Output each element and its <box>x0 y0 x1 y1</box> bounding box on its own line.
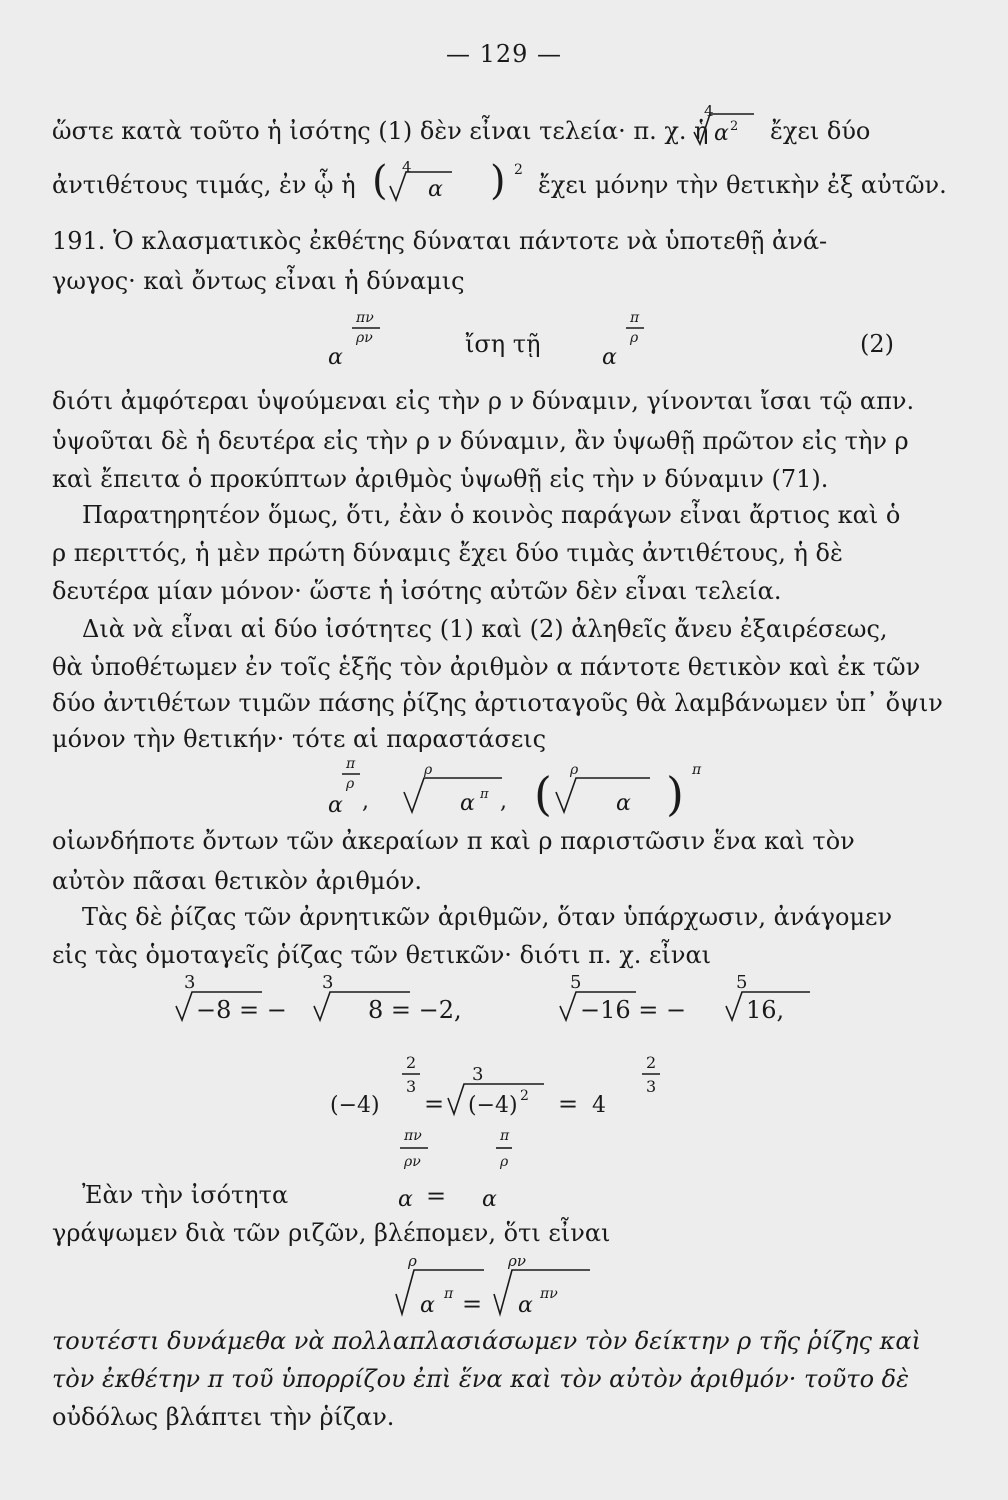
svg-text:=: = <box>426 1182 447 1210</box>
text-line: Διὰ νὰ εἶναι αἱ δύο ἰσότητες (1) καὶ (2) ἀληθεῖς ἄνευ ἐξαιρέσεως, <box>82 615 888 643</box>
svg-text:π: π <box>444 1286 454 1302</box>
svg-text:π: π <box>692 762 702 778</box>
svg-text:=: = <box>424 1090 445 1118</box>
text-line: οἱωνδήποτε ὄντων τῶν ἀκεραίων π καὶ ρ παριστῶσιν ἕνα καὶ τὸν <box>52 827 855 855</box>
svg-text:2: 2 <box>646 1053 657 1072</box>
text-line: καὶ ἔπειτα ὁ προκύπτων ἀριθμὸς ὑψωθῇ εἰς τὴν ν δύναμιν (71). <box>52 465 829 493</box>
svg-text:α: α <box>398 1187 413 1212</box>
svg-text:=: = <box>462 1290 483 1318</box>
svg-text:ρ: ρ <box>408 1252 417 1270</box>
svg-text:ρν: ρν <box>404 1154 421 1170</box>
equation-number: (2) <box>860 330 894 358</box>
svg-text:πν: πν <box>404 1128 422 1144</box>
svg-text:4: 4 <box>402 158 412 176</box>
text-line: διότι ἀμφότεραι ὑψούμεναι εἰς τὴν ρ ν δύναμιν, γίνονται ἴσαι τῷ απν. <box>52 387 915 415</box>
text-line: ἔχει μόνην τὴν θετικὴν ἐξ αὐτῶν. <box>538 171 947 199</box>
text-line: δύο ἀντιθέτων τιμῶν πάσης ῥίζης ἀρτιοταγοῦς θὰ λαμβάνωμεν ὑπ᾽ ὄψιν <box>52 689 943 717</box>
svg-text:α: α <box>482 1187 497 1212</box>
three-expressions <box>320 752 720 822</box>
svg-text:πν: πν <box>540 1286 558 1302</box>
svg-text:(−4): (−4) <box>330 1093 380 1118</box>
svg-text:ρ: ρ <box>630 330 639 346</box>
svg-text:5: 5 <box>736 972 748 993</box>
svg-text:=: = <box>558 1090 579 1118</box>
text-line: ἔχει δύο <box>770 117 871 145</box>
root-equality <box>390 1246 610 1322</box>
svg-text:α: α <box>616 791 631 816</box>
alpha-equality-exponents <box>390 1124 520 1214</box>
fourth-root-a-squared <box>690 100 770 150</box>
svg-text:4: 4 <box>592 1093 606 1118</box>
svg-text:π: π <box>630 310 640 326</box>
svg-text:(: ( <box>534 767 552 821</box>
svg-text:π: π <box>480 787 489 802</box>
text-line: ρ περιττός, ἡ μὲν πρώτη δύναμις ἔχει δύο τιμὰς ἀντιθέτους, ἡ δὲ <box>52 539 843 567</box>
text-line: ἀντιθέτους τιμάς, ἐν ᾧ ἡ <box>52 171 356 199</box>
svg-text:π: π <box>500 1128 510 1144</box>
svg-text:πν: πν <box>356 310 374 326</box>
text-line: αὐτὸν πᾶσαι θετικὸν ἀριθμόν. <box>52 867 423 895</box>
svg-text:α: α <box>460 791 475 816</box>
fourth-root-squared-expr <box>372 150 532 208</box>
alpha-pi-over-rho <box>594 304 664 368</box>
svg-text:α: α <box>328 345 343 368</box>
text-line: ὥστε κατὰ τοῦτο ἡ ἰσότης (1) δὲν εἶναι τελεία· π. χ. ἡ <box>52 117 709 145</box>
fifth-root-neg16: −16 = − <box>580 996 687 1024</box>
text-line: τουτέστι δυνάμεθα νὰ πολλαπλασιάσωμεν τὸν δείκτην ρ τῆς ῥίζης καὶ <box>52 1327 921 1355</box>
svg-text:3: 3 <box>646 1077 657 1096</box>
svg-text:,: , <box>362 789 369 814</box>
section-191-line1: 191. Ὁ κλασματικὸς ἐκθέτης δύναται πάντοτε νὰ ὑποτεθῇ ἀνά- <box>52 227 828 255</box>
text-line: οὐδόλως βλάπτει τὴν ῥίζαν. <box>52 1403 395 1431</box>
svg-text:ρ: ρ <box>424 762 433 778</box>
svg-text:2: 2 <box>730 119 739 134</box>
minus-four-power-equation <box>330 1040 670 1120</box>
text-line: μόνον τὴν θετικήν· τότε αἱ παραστάσεις <box>52 725 547 753</box>
text-line: γράψωμεν διὰ τῶν ριζῶν, βλέπομεν, ὅτι εἶναι <box>52 1219 611 1247</box>
svg-text:ρ: ρ <box>570 762 579 778</box>
text-line: τὸν ἐκθέτην π τοῦ ὑπορρίζου ἐπὶ ἕνα καὶ τὸν αὐτὸν ἀριθμόν· τοῦτο δὲ <box>52 1365 909 1393</box>
svg-text:ρ: ρ <box>500 1154 509 1170</box>
svg-text:5: 5 <box>570 972 582 993</box>
svg-text:α: α <box>714 121 729 146</box>
text-line: δευτέρα μίαν μόνον· ὥστε ἡ ἰσότης αὐτῶν δὲν εἶναι τελεία. <box>52 577 782 605</box>
cube-root-8: 8 = −2, <box>368 996 462 1024</box>
alpha-pi-nu-over-rho-nu <box>320 304 400 368</box>
svg-text:3: 3 <box>472 1064 484 1085</box>
svg-text:ρν: ρν <box>508 1252 526 1270</box>
svg-text:π: π <box>346 756 356 772</box>
svg-text:): ) <box>666 767 684 821</box>
text-line: εἰς τὰς ὁμοταγεῖς ῥίζας τῶν θετικῶν· διότι π. χ. εἶναι <box>52 941 712 969</box>
svg-text:2: 2 <box>514 162 523 178</box>
svg-text:α: α <box>428 177 443 202</box>
page-number: — 129 — <box>445 40 563 68</box>
svg-text:(: ( <box>372 158 388 204</box>
section-191-line2: γωγος· καὶ ὄντως εἶναι ἡ δύναμις <box>52 267 465 295</box>
svg-text:α: α <box>602 345 617 368</box>
text-line: Παρατηρητέον ὅμως, ὅτι, ἐὰν ὁ κοινὸς παράγων εἶναι ἄρτιος καὶ ὁ <box>82 501 901 529</box>
equals-text: ἴση τῇ <box>465 330 541 358</box>
svg-text:3: 3 <box>406 1077 417 1096</box>
svg-text:2: 2 <box>406 1053 417 1072</box>
fifth-root-16: 16, <box>746 996 785 1024</box>
svg-text:(−4): (−4) <box>468 1093 518 1118</box>
svg-text:2: 2 <box>520 1088 529 1104</box>
text-line: θὰ ὑποθέτωμεν ἐν τοῖς ἑξῆς τὸν ἀριθμὸν α πάντοτε θετικὸν καὶ ἐκ τῶν <box>52 653 921 681</box>
text-line: ὑψοῦται δὲ ἡ δευτέρα εἰς τὴν ρ ν δύναμιν, ἂν ὑψωθῇ πρῶτον εἰς τὴν ρ <box>52 427 909 455</box>
svg-text:4: 4 <box>704 102 714 120</box>
svg-text:α: α <box>518 1293 533 1318</box>
svg-text:ρν: ρν <box>356 330 373 346</box>
text-line: Τὰς δὲ ῥίζας τῶν ἀρνητικῶν ἀριθμῶν, ὅταν ὑπάρχωσιν, ἀνάγομεν <box>82 903 893 931</box>
svg-text:ρ: ρ <box>346 776 355 792</box>
svg-text:3: 3 <box>322 972 334 993</box>
cube-root-neg8: −8 = − <box>196 996 287 1024</box>
text-line: Ἐὰν τὴν ἰσότητα <box>82 1181 289 1209</box>
svg-text:,: , <box>500 789 507 814</box>
svg-text:α: α <box>420 1293 435 1318</box>
svg-text:3: 3 <box>184 972 196 993</box>
svg-text:): ) <box>490 158 506 204</box>
svg-text:α: α <box>328 793 343 818</box>
